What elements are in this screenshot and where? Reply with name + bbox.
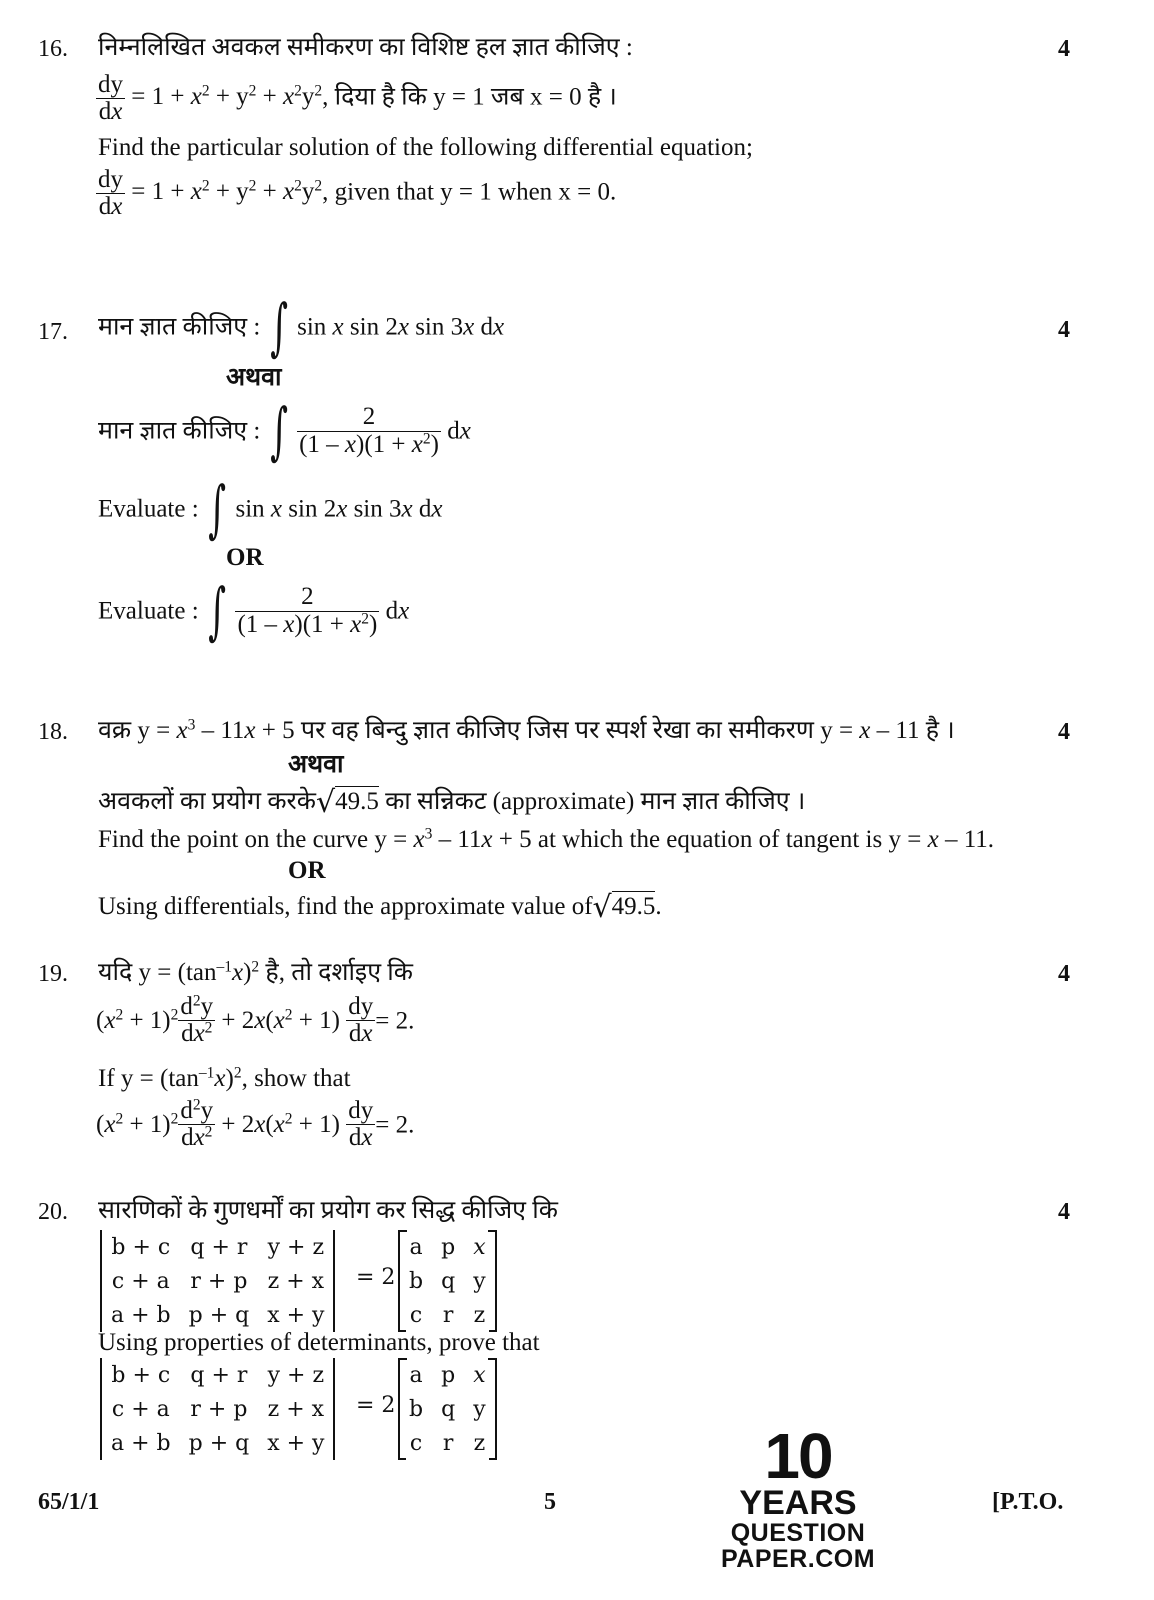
q20-equals-1: = 2 bbox=[356, 1265, 396, 1290]
q17-hindi-part2: मान ज्ञात कीजिए : ∫ $\frac{2}{(1 - x)(1 + x^2)}$ dx bbox=[98, 394, 471, 467]
q17-english-part2: Evaluate : ∫ $\frac{2}{(1 - x)(1 + x^2)}$ dx bbox=[98, 574, 410, 647]
q19-hindi-statement: यदि $y = (\tan^{-1}x)^2$ है, तो दर्शाइए कि bbox=[98, 958, 413, 986]
q20-hindi-question: सारणिकों के गुणधर्मों का प्रयोग कर सिद्ध कीजिए कि bbox=[98, 1197, 558, 1224]
q16-marks: 4 bbox=[1058, 36, 1070, 62]
square-root-icon: √49.5 bbox=[315, 785, 379, 820]
q16-english-condition: , given that y = 1 when x = 0. bbox=[322, 178, 617, 206]
q17-english-or: OR bbox=[226, 544, 264, 571]
q19-marks: 4 bbox=[1058, 961, 1070, 987]
q20-determinant-1: b + c q + r y + z c + a r + p z + x a + b p + q x + y bbox=[100, 1230, 335, 1332]
q20-number: 20. bbox=[38, 1199, 68, 1225]
integral-sign-icon: ∫ bbox=[208, 472, 226, 545]
q18-english-or: OR bbox=[288, 857, 326, 884]
q17-english-prompt: Evaluate : bbox=[98, 495, 199, 523]
q18-hindi-line2: अवकलों का प्रयोग करके√49.5 का सन्निकट (approximate) मान ज्ञात कीजिए । bbox=[98, 785, 806, 820]
q20-equals-2: = 2 bbox=[356, 1393, 396, 1418]
pto-label: [P.T.O. bbox=[992, 1489, 1064, 1515]
q17-hindi-prompt-2: मान ज्ञात कीजिए : bbox=[98, 417, 261, 445]
q18-english-line1: Find the point on the curve $y = x^3 - 11x + 5$ at which the equation of tangent is y = x – 11. bbox=[98, 825, 995, 853]
q20-marks: 4 bbox=[1058, 1199, 1070, 1225]
q20-matrix-1: a p x b q y c r z bbox=[398, 1230, 497, 1332]
q16-hindi-question: निम्नलिखित अवकल समीकरण का विशिष्ट हल ज्ञात कीजिए : bbox=[98, 34, 633, 61]
site-logo bbox=[668, 1420, 928, 1573]
q17-integrand: sin x sin 2x sin 3x dx bbox=[297, 313, 505, 341]
q19-english-equation: $(x^2 + 1)^2$ $\frac{d^2y}{dx^2}$ + $2x(x^2 + 1)$ $\frac{dy}{dx}$ = 2. bbox=[96, 1096, 415, 1152]
q20-english-question: Using properties of determinants, prove that bbox=[98, 1329, 540, 1356]
q18-marks: 4 bbox=[1058, 719, 1070, 745]
square-root-icon: √49.5 bbox=[592, 890, 656, 925]
q17-hindi-part1 bbox=[98, 290, 505, 363]
page-number: 5 bbox=[544, 1489, 556, 1515]
q20-determinant-2: b + c q + r y + z c + a r + p z + x a + b p + q x + y bbox=[100, 1358, 335, 1460]
integral-sign-icon: ∫ bbox=[208, 574, 226, 647]
q17-number: 17. bbox=[38, 319, 68, 345]
logo-site: QUESTION PAPER.COM bbox=[720, 1518, 876, 1573]
q18-hindi-line1: वक्र $y = x^3 - 11x + 5$ पर वह बिन्दु ज्ञात कीजिए जिस पर स्पर्श रेखा का समीकरण y = x – 11 है । bbox=[98, 716, 955, 744]
q18-hindi-or: अथवा bbox=[288, 751, 344, 778]
q17-marks: 4 bbox=[1058, 317, 1070, 343]
q18-number: 18. bbox=[38, 719, 68, 745]
q19-number: 19. bbox=[38, 961, 68, 987]
q17-english-part1: Evaluate : ∫ sin x sin 2x sin 3x dx bbox=[98, 472, 443, 545]
q17-hindi-or: अथवा bbox=[226, 364, 282, 391]
logo-years: YEARS bbox=[739, 1483, 857, 1522]
q16-english-equation: $\frac{dy}{dx}$ = $1 + x^2 + y^2 + x^2y^2$, given that y = 1 when x = 0. bbox=[98, 166, 617, 221]
q18-english-line2: Using differentials, find the approximate value of√49.5. bbox=[98, 890, 662, 925]
q17-english-prompt-2: Evaluate : bbox=[98, 597, 199, 625]
q16-english-question: Find the particular solution of the following differential equation; bbox=[98, 134, 753, 161]
q20-matrix-2: a p x b q y c r z bbox=[398, 1358, 497, 1460]
q16-number: 16. bbox=[38, 36, 68, 62]
integral-sign-icon: ∫ bbox=[269, 394, 288, 467]
q16-hindi-equation: $\frac{dy}{dx}$ = $1 + x^2 + y^2 + x^2y^2$, दिया है कि y = 1 जब x = 0 है । bbox=[98, 71, 617, 126]
integral-sign-icon: ∫ bbox=[269, 290, 288, 363]
logo-number: 10 bbox=[764, 1420, 832, 1492]
q16-hindi-condition: , दिया है कि y = 1 जब x = 0 है । bbox=[322, 83, 617, 111]
q17-hindi-prompt: मान ज्ञात कीजिए : bbox=[98, 313, 261, 341]
q19-hindi-equation: $(x^2 + 1)^2$ $\frac{d^2y}{dx^2}$ + $2x(x^2 + 1)$ $\frac{dy}{dx}$ = 2. bbox=[96, 992, 415, 1048]
q19-english-statement: If $y = (\tan^{-1}x)^2$, show that bbox=[98, 1064, 351, 1092]
q17-fraction: $\frac{2}{(1 - x)(1 + x^2)}$ bbox=[299, 403, 439, 458]
paper-code: 65/1/1 bbox=[38, 1489, 100, 1515]
